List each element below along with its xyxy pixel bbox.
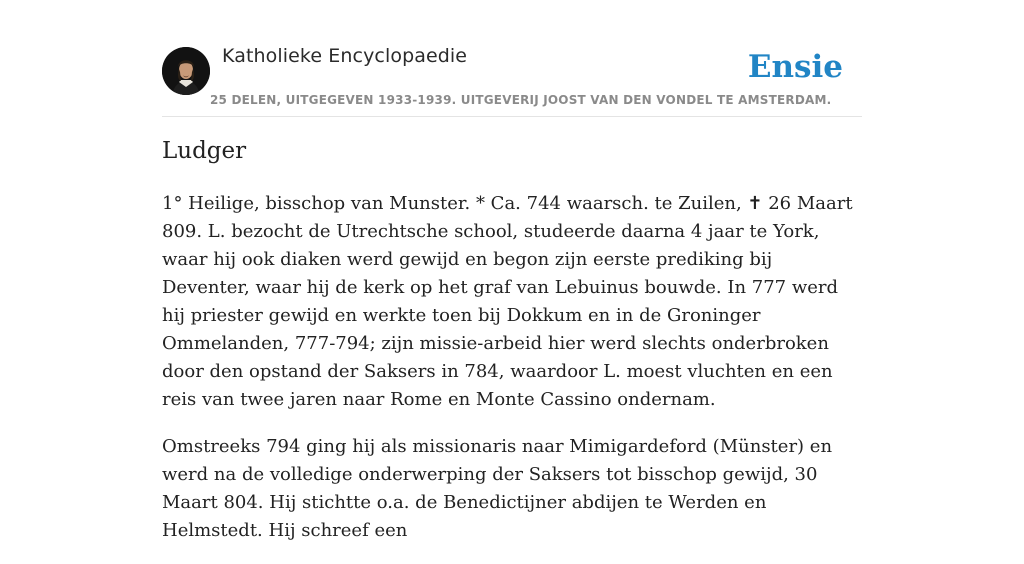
entry-title: Ludger (162, 138, 247, 164)
entry-paragraph-2: Omstreeks 794 ging hij als missionaris naar Mimigardeford (Münster) en werd na de volledige onderwerping der Saksers tot bisschop gewijd, 30 Maart 804. Hij stichtte o.a. de Benedictijner abdijen te Werden en Helmstedt. Hij schreef een (162, 436, 833, 541)
brand-logo[interactable]: Ensie (747, 49, 843, 85)
entry-body (162, 190, 862, 564)
source-description: 25 DELEN, UITGEGEVEN 1933-1939. UITGEVERIJ JOOST VAN DEN VONDEL TE AMSTERDAM. (210, 93, 832, 107)
entry-paragraph-1: 1° Heilige, bisschop van Munster. * Ca. 744 waarsch. te Zuilen, ✝ 26 Maart 809. L. bezocht de Utrechtsche school, studeerde daarna 4 jaar te York, waar hij ook diaken werd gewijd en begon zijn eerste prediking bij Deventer, waar hij de kerk op het graf van Lebuinus bouwde. In 777 werd hij priester gewijd en werkte toen bij Dokkum en in de Groninger Ommelanden, 777-794; zijn missie-arbeid hier werd slechts onderbroken door den opstand der Saksers in 784, waardoor L. moest vluchten en een reis van twee jaren naar Rome en Monte Cassino ondernam. (162, 193, 853, 410)
source-avatar[interactable] (162, 47, 210, 95)
page-container (162, 0, 862, 541)
portrait-icon (162, 47, 210, 95)
source-header (162, 0, 862, 117)
source-title[interactable]: Katholieke Encyclopaedie (222, 45, 468, 67)
